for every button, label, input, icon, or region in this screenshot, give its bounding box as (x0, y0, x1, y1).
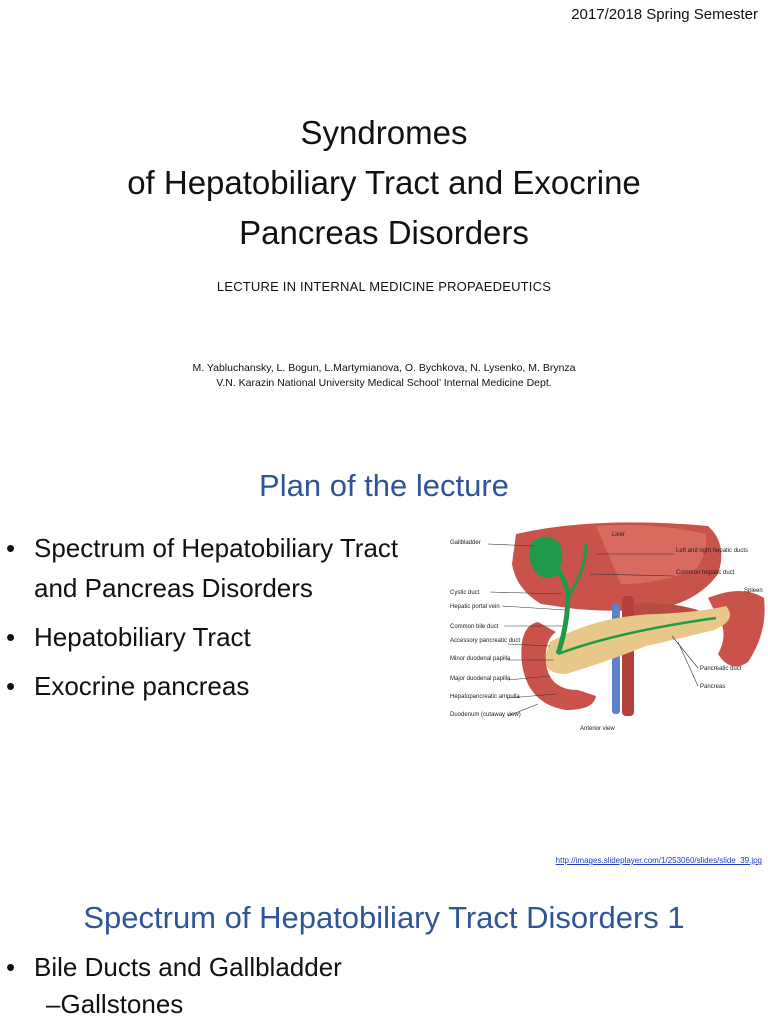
figure-label: Common hepatic duct (676, 570, 735, 576)
source-link[interactable]: http://images.slideplayer.com/1/253060/slides/slide_39.jpg (555, 856, 762, 865)
plan-bullet-list (0, 528, 440, 715)
figure-label: Hepatopancreatic ampulla (450, 694, 520, 700)
semester-label: 2017/2018 Spring Semester (571, 6, 758, 23)
lecture-subtitle: LECTURE IN INTERNAL MEDICINE PROPAEDEUTICS (216, 279, 552, 294)
dash-marker: – (46, 989, 61, 1019)
figure-label: Major duodenal papilla (450, 676, 511, 682)
spectrum-bullet-list (0, 949, 768, 985)
authors-affiliation: V.N. Karazin National University Medical School’ Internal Medicine Dept. (216, 377, 552, 389)
figure-label: Cystic duct (450, 590, 480, 596)
list-item: • Bile Ducts and Gallbladder (0, 949, 768, 985)
anatomy-illustration (446, 514, 768, 736)
lecture-title (0, 108, 768, 258)
figure-label: Minor duodenal papilla (450, 656, 511, 662)
figure-label: Left and right hepatic ducts (676, 548, 749, 554)
sub-list-item (46, 986, 183, 1022)
figure-label: Anterior view (580, 726, 615, 732)
figure-label: Liver (612, 532, 626, 538)
list-item: • Spectrum of Hepatobiliary Tract and Pancreas Disorders (0, 528, 440, 608)
figure-label: Duodenum (cutaway view) (450, 712, 521, 718)
anatomy-figure (446, 514, 768, 736)
figure-label: Pancreatic duct (700, 666, 742, 672)
figure-label: Accessory pancreatic duct (450, 638, 521, 644)
figure-label: Pancreas (700, 684, 726, 690)
list-item: • Hepatobiliary Tract (0, 617, 440, 657)
figure-label: Common bile duct (450, 624, 499, 630)
plan-heading: Plan of the lecture (259, 468, 509, 503)
pancreas-shape (544, 606, 730, 674)
spectrum-heading: Spectrum of Hepatobiliary Tract Disorders 1 (83, 900, 685, 935)
title-line: of Hepatobiliary Tract and Exocrine (127, 164, 641, 201)
sub-item-label: Gallstones (60, 989, 184, 1019)
title-line: Pancreas Disorders (239, 214, 529, 251)
title-line: Syndromes (300, 114, 468, 151)
figure-label: Spleen (744, 588, 763, 594)
list-item: • Exocrine pancreas (0, 666, 440, 706)
authors-block (0, 361, 768, 391)
authors-names: M. Yabluchansky, L. Bogun, L.Martymianova, O. Bychkova, N. Lysenko, M. Brynza (192, 362, 576, 374)
figure-label: Hepatic portal vein (450, 604, 500, 610)
figure-label: Gallbladder (450, 540, 481, 546)
